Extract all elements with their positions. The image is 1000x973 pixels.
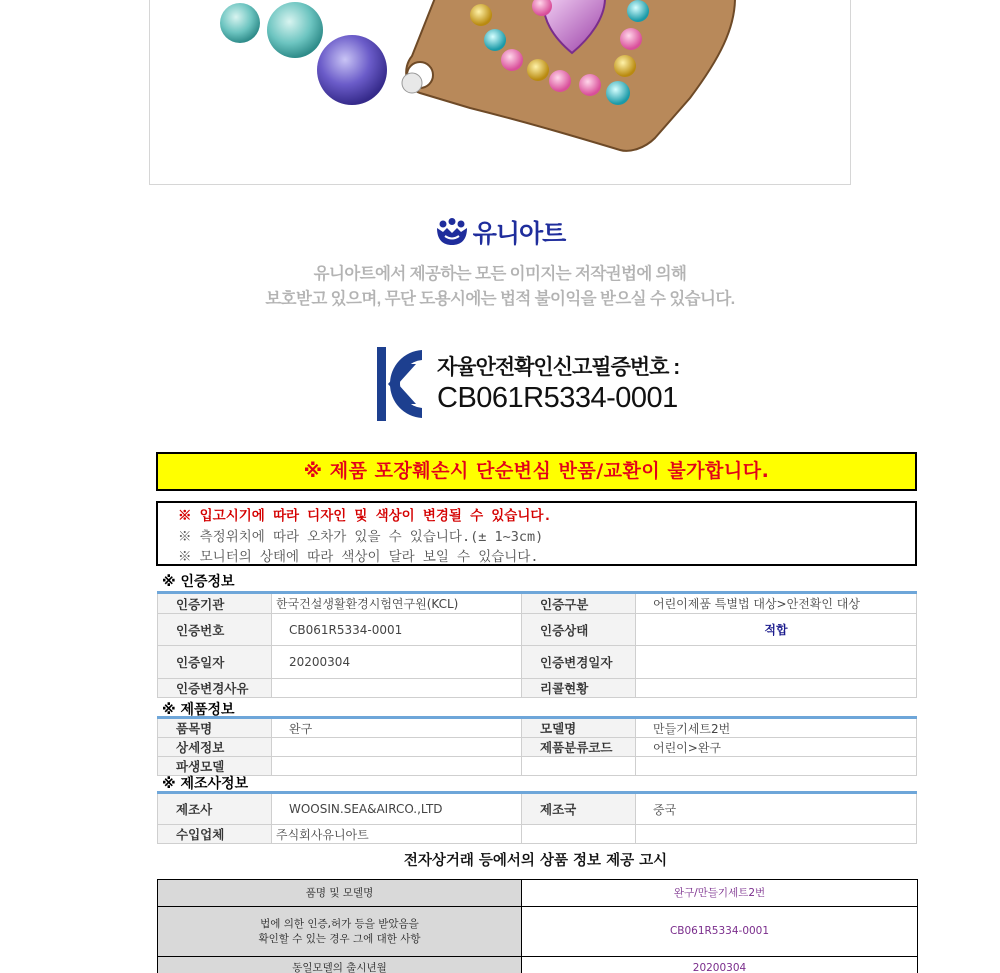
cell-label: 모델명 — [522, 718, 636, 738]
table-row — [158, 593, 917, 614]
table-row — [158, 646, 917, 679]
label-line: 동일모델의 출시년월 — [292, 962, 387, 973]
table-row — [158, 957, 918, 973]
cell-value — [272, 738, 522, 757]
cell-value — [636, 825, 917, 844]
copyright-notice — [0, 262, 1000, 312]
cell-value: CB061R5334-0001 — [272, 614, 522, 646]
copyright-line: 유니아트에서 제공하는 모든 이미지는 저작권법에 의해 — [313, 265, 687, 283]
note-monitor-color: ※ 모니터의 상태에 따라 색상이 달라 보일 수 있습니다. — [178, 549, 539, 565]
cell-value: 어린이>완구 — [636, 738, 917, 757]
cert-info-table — [157, 591, 917, 698]
label-line: 품명 및 모델명 — [305, 886, 374, 899]
brand-name: 유니아트 — [472, 220, 566, 248]
cell-label: 인증일자 — [158, 646, 272, 679]
kc-number: CB061R5334-0001 — [437, 382, 678, 414]
table-row — [158, 738, 917, 757]
ec-notice-title: 전자상거래 등에서의 상품 정보 제공 고시 — [403, 853, 668, 869]
cell-label — [158, 907, 522, 957]
cell-label: 인증기관 — [158, 593, 272, 614]
kc-certification — [376, 346, 696, 422]
cell-value: 20200304 — [522, 957, 918, 973]
kc-mark-icon — [376, 346, 424, 422]
cell-value — [636, 646, 917, 679]
cell-label: 파생모델 — [158, 757, 272, 776]
cell-label: 제조사 — [158, 793, 272, 825]
cell-label: 품목명 — [158, 718, 272, 738]
cell-value — [272, 757, 522, 776]
cell-label: 수입업체 — [158, 825, 272, 844]
cell-value: WOOSIN.SEA&AIRCO.,LTD — [272, 793, 522, 825]
cell-value: 어린이제품 특별법 대상>안전확인 대상 — [636, 593, 917, 614]
cell-value: 만들기세트2번 — [636, 718, 917, 738]
note-design-change: ※ 입고시기에 따라 디자인 및 색상이 변경될 수 있습니다. — [178, 508, 552, 524]
product-notes — [156, 501, 917, 566]
product-info-table — [157, 716, 917, 776]
cell-label: 제조국 — [522, 793, 636, 825]
cell-value: 완구/만들기세트2번 — [522, 880, 918, 907]
cell-value: 완구 — [272, 718, 522, 738]
cell-value: CB061R5334-0001 — [522, 907, 918, 957]
label-line: 법에 의한 인증,허가 등을 받았음을 — [260, 917, 419, 930]
cert-section-title: ※ 인증정보 — [162, 574, 235, 590]
cell-value — [272, 679, 522, 698]
cell-value — [522, 757, 636, 776]
table-row — [158, 679, 917, 698]
product-photo-illustration — [150, 0, 851, 185]
copyright-line: 보호받고 있으며, 무단 도용시에는 법적 불이익을 받으실 수 있습니다. — [265, 290, 735, 308]
note-measurement: ※ 측정위치에 따라 오차가 있을 수 있습니다.(± 1~3cm) — [178, 528, 544, 545]
label-line: 확인할 수 있는 경우 그에 대한 사항 — [258, 932, 421, 945]
cell-label: 인증상태 — [522, 614, 636, 646]
product-section-title: ※ 제품정보 — [162, 702, 235, 718]
ec-notice-table — [157, 879, 918, 973]
cell-label: 제품분류코드 — [522, 738, 636, 757]
cell-value — [636, 757, 917, 776]
table-row — [158, 907, 918, 957]
cell-label — [158, 957, 522, 973]
table-row — [158, 825, 917, 844]
return-policy-notice: ※ 제품 포장훼손시 단순변심 반품/교환이 불가합니다. — [156, 452, 917, 491]
crown-icon — [435, 218, 469, 246]
table-row — [158, 718, 917, 738]
cert-status-value: 적합 — [636, 614, 917, 646]
cell-value — [636, 679, 917, 698]
cell-value: 20200304 — [272, 646, 522, 679]
cell-value: 주식회사유니아트 — [272, 825, 522, 844]
table-row — [158, 793, 917, 825]
brand-logo — [0, 215, 1000, 250]
cell-label: 인증변경사유 — [158, 679, 272, 698]
cell-value: 중국 — [636, 793, 917, 825]
cell-label: 리콜현황 — [522, 679, 636, 698]
table-row — [158, 880, 918, 907]
cell-label: 인증구분 — [522, 593, 636, 614]
table-row — [158, 757, 917, 776]
kc-label: 자율안전확인신고필증번호 : — [437, 356, 680, 379]
cell-label: 상세정보 — [158, 738, 272, 757]
cell-label: 인증번호 — [158, 614, 272, 646]
table-row — [158, 614, 917, 646]
maker-section-title: ※ 제조사정보 — [162, 776, 249, 792]
cell-value: 한국건설생활환경시험연구원(KCL) — [272, 593, 522, 614]
cell-label: 인증변경일자 — [522, 646, 636, 679]
maker-info-table — [157, 791, 917, 844]
cell-value — [522, 825, 636, 844]
product-image — [149, 0, 851, 185]
cell-label — [158, 880, 522, 907]
